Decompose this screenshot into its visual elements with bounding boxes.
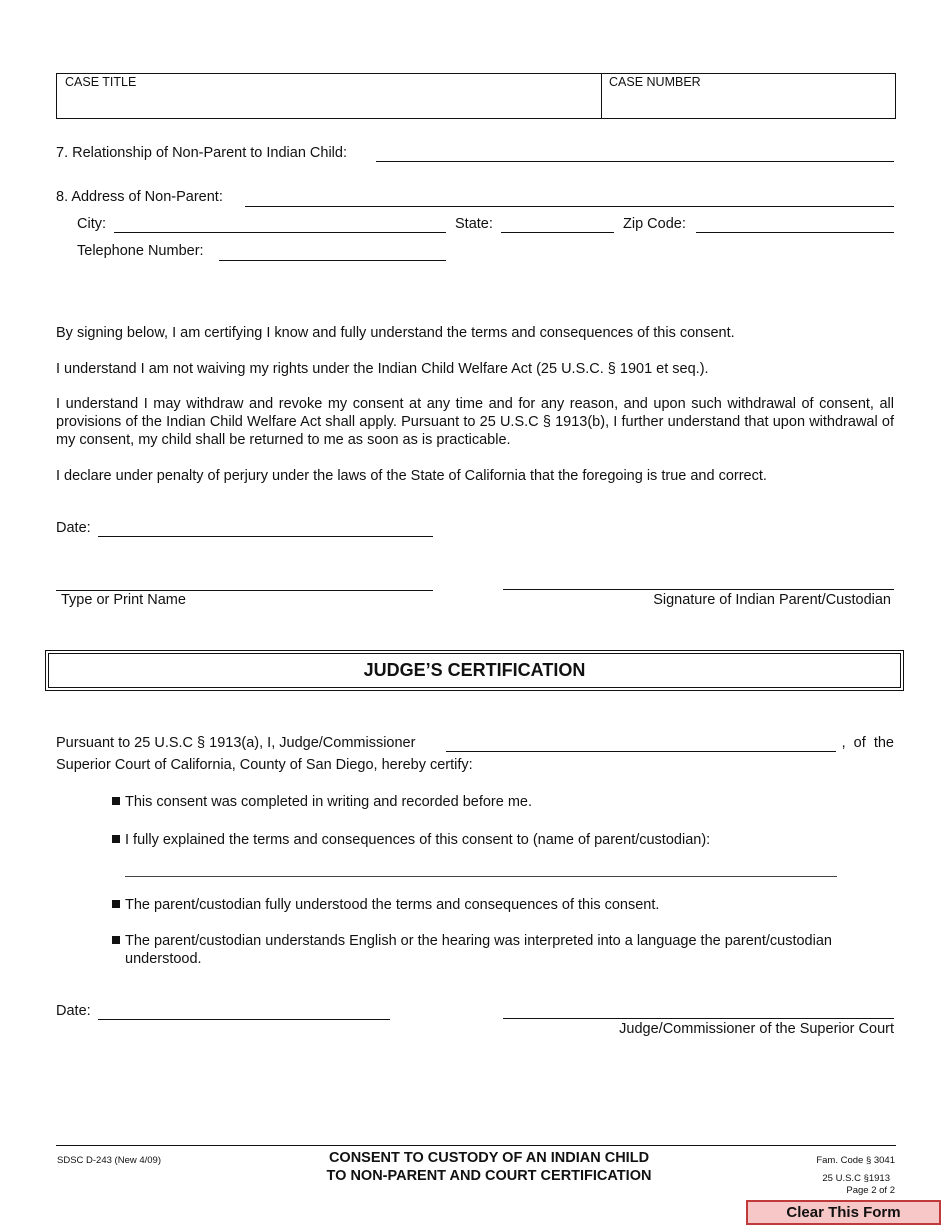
- judge-intro-line2: Superior Court of California, County of San Diego, hereby certify:: [56, 757, 473, 773]
- statement-perjury: I declare under penalty of perjury under the laws of the State of California that the foregoing is true and correct.: [56, 468, 767, 484]
- fam-code: Fam. Code § 3041: [816, 1155, 895, 1166]
- parent-date-label: Date:: [56, 520, 91, 536]
- footer-title-line1: CONSENT TO CUSTODY OF AN INDIAN CHILD: [328, 1150, 650, 1166]
- case-number-field[interactable]: [602, 74, 895, 118]
- phone-input[interactable]: [219, 244, 446, 261]
- parent-signature-line[interactable]: [503, 589, 894, 590]
- city-label: City:: [77, 216, 106, 232]
- case-title-field[interactable]: [57, 74, 602, 118]
- bullet-terms-explained: [112, 831, 905, 849]
- bullet-text: The parent/custodian fully understood the terms and consequences of this consent.: [125, 897, 660, 913]
- judge-signature-line[interactable]: [503, 1018, 894, 1019]
- judge-certification-header: [45, 650, 904, 691]
- bullet-square-icon: [112, 797, 120, 805]
- address-input[interactable]: [245, 190, 894, 207]
- bullet-text: This consent was completed in writing and recorded before me.: [125, 794, 533, 810]
- bullet-english: [112, 932, 907, 968]
- footer-title-line2: TO NON-PARENT AND COURT CERTIFICATION: [326, 1168, 652, 1184]
- city-input[interactable]: [114, 216, 446, 233]
- case-title-label: CASE TITLE: [65, 75, 137, 89]
- zip-label: Zip Code:: [623, 216, 686, 232]
- address-label: 8. Address of Non-Parent:: [56, 189, 223, 205]
- bullet-square-icon: [112, 900, 120, 908]
- print-name-label: Type or Print Name: [61, 592, 186, 608]
- judge-signature-label: Judge/Commissioner of the Superior Court: [619, 1021, 894, 1037]
- judge-date-input[interactable]: [98, 1003, 390, 1020]
- usc-code: 25 U.S.C §1913: [822, 1173, 890, 1184]
- footer-title: [300, 1149, 678, 1185]
- judge-date-label: Date:: [56, 1003, 91, 1019]
- judge-intro-start: Pursuant to 25 U.S.C § 1913(a), I, Judge/Commissioner: [56, 735, 416, 751]
- statement-certify: By signing below, I am certifying I know and fully understand the terms and consequences of this consent.: [56, 325, 735, 341]
- bullet-consent-recorded: [112, 793, 905, 811]
- state-label: State:: [455, 216, 493, 232]
- zip-input[interactable]: [696, 216, 894, 233]
- clear-form-button[interactable]: Clear This Form: [746, 1200, 941, 1225]
- state-input[interactable]: [501, 216, 614, 233]
- parent-custodian-name-input[interactable]: [125, 860, 837, 877]
- judge-certification-title: JUDGE’S CERTIFICATION: [363, 660, 586, 680]
- parent-signature-label: Signature of Indian Parent/Custodian: [653, 592, 891, 608]
- statement-rights: I understand I am not waiving my rights under the Indian Child Welfare Act (25 U.S.C. § 1901 et seq.).: [56, 361, 709, 377]
- footer-divider: [56, 1145, 896, 1146]
- judge-intro-end: , of the: [841, 735, 894, 751]
- case-header-box: [56, 73, 896, 119]
- form-id: SDSC D-243 (New 4/09): [57, 1155, 162, 1166]
- relationship-label: 7. Relationship of Non-Parent to Indian Child:: [56, 145, 347, 161]
- bullet-square-icon: [112, 936, 120, 944]
- phone-label: Telephone Number:: [77, 243, 204, 259]
- page-number: Page 2 of 2: [846, 1185, 895, 1196]
- bullet-text: I fully explained the terms and consequences of this consent to (name of parent/custodian):: [125, 832, 711, 848]
- bullet-square-icon: [112, 835, 120, 843]
- print-name-input[interactable]: [56, 574, 433, 591]
- judge-name-input[interactable]: [446, 735, 836, 752]
- bullet-understood: [112, 896, 905, 914]
- bullet-text: The parent/custodian understands English or the hearing was interpreted into a language the parent/custodian understood.: [125, 933, 832, 967]
- statement-withdraw: I understand I may withdraw and revoke my consent at any time and for any reason, and upon such withdrawal of consent, all provisions of the Indian Child Welfare Act shall apply. Pursuant to 25 U.S.C § 1913(b), I further understand that upon withdrawal of my consent, my child shall be returned to me as soon as is practicable.: [56, 396, 894, 448]
- parent-date-input[interactable]: [98, 520, 433, 537]
- case-number-label: CASE NUMBER: [609, 75, 701, 89]
- relationship-input[interactable]: [376, 145, 894, 162]
